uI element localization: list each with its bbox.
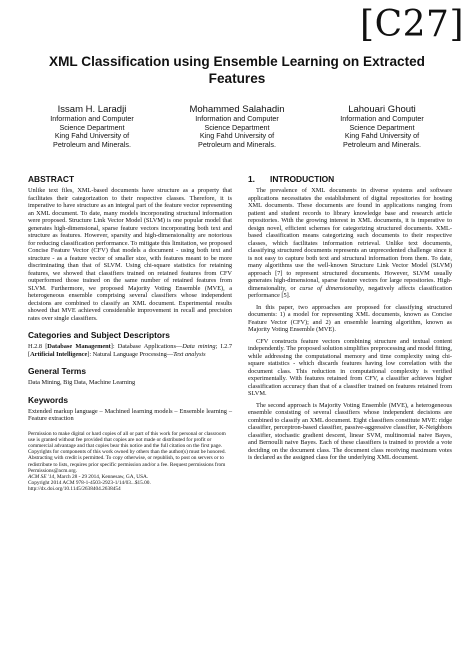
- author-2: [167, 104, 307, 150]
- general-terms-text: Data Mining, Big Data, Machine Learning: [28, 379, 136, 386]
- affiliation-line: Petroleum and Minerals.: [343, 140, 421, 150]
- affiliation-line: Petroleum and Minerals.: [53, 140, 131, 150]
- author-1: [22, 104, 162, 150]
- keywords-text: Extended markup language – Machined learning models – Ensemble learning – Feature extraction: [28, 407, 232, 422]
- affiliation-line: Information and Computer: [50, 114, 134, 123]
- doi-link[interactable]: http://dx.doi.org/10.1145/2638404.2638454: [28, 486, 121, 493]
- author-block: [22, 104, 452, 150]
- intro-paragraph-1: The prevalence of XML documents in diverse systems and software applications necessitates the establishment of digital repositories for hosting XML documents. These documents are found in applications ranging from patient and student records to library knowledge base and research article repositories. With the growing interest in XML documents, it is imperative to design novel, efficient schemes for categorizing structured documents. XML-based classification means categorizing such documents to their respective classes, which facilitates information retrieval. Unlike text documents, classifying structured documents represents an unprecedented challenge since it is not easy to capture both text and structural information from them. To date, many algorithms use the well-known Structure Link Vector Model (SLVM) approach [7] to represent structured documents. However, SLVM usually generates high-dimensional, sparse feature vectors for large repositories. High-dimensionality, or curse of dimensionality, negatively affects classification performance [5].: [248, 187, 452, 299]
- permission-notice: Permission to make digital or hard copies of all or part of this work for personal or classroom use is granted without fee provided that copies are not made or distributed for profit or commercial advantage and that copies bear this notice and the full citation on the first page. Copyrights for components of this work owned by others than the author(s) must be honored. Abstracting with credit is permitted. To copy otherwise, or republish, to post on servers or to redistribute to lists, requires prior specific permission and/or a fee. Request permissions from Permissions@acm.org.: [28, 430, 226, 474]
- left-column: [28, 174, 232, 493]
- affiliation-line: Science Department: [349, 122, 415, 132]
- categories-text: H.2.8 [Database Management]: Database Applications—Data mining; I.2.7 [Artificial Intelligence]: Natural Language Processing—Text analysis: [28, 343, 232, 358]
- introduction-heading: 1. INTRODUCTION: [248, 174, 335, 184]
- affiliation-line: King Fahd University of: [54, 131, 130, 141]
- abstract-text: Unlike text files, XML-based documents have structure as a property that facilitates their categorization to their respective classes. Therefore, it is imperative to have structure as an integral part of the feature vector representing an XML document. To date, many models incorporating structural information were proposed. Structure Link Vector Model (SLVM) is one popular model that generates high-dimensional, sparse feature vectors incorporating both text and structure as features. However, sparsity and high-dimensionality are notorious for reducing classification performance. To mitigate this limitation, we proposed Concise Feature Vector (CFV) that models a document - using both text and structure - as a feature vector of smaller size, with features meant to be more discriminating than that of SLVM. Using chi-square statistics for retaining features, we showed that classifiers trained on retained features from CFV outperformed those trained on the same number of retained features from SLVM. Furthermore, we proposed Majority Voting Ensemble (MVE), a heterogeneous ensemble comprising several classifiers whose independent decisions are combined to classify an XML document. Experimental results showed that MVE achieved considerable improvement in recall and precision rates over single classifiers.: [28, 187, 232, 322]
- affiliation-line: King Fahd University of: [344, 131, 420, 141]
- author-name: Mohammed Salahadin: [189, 104, 285, 115]
- author-name: Lahouari Ghouti: [348, 104, 416, 115]
- intro-paragraph-3: CFV constructs feature vectors combining structure and textual content independently. The proposed solution simplifies preprocessing and model fitting, while addressing the computational memory and time complexity using chi-square statistics - which discards features having low correlation with the document class. This reduction in computational complexity is verified experimentally. With features retained from CFV, a classifier achieves higher classification accuracy than that of a classifier trained on features retained from SLVM.: [248, 337, 453, 397]
- abstract-heading: ABSTRACT: [28, 174, 75, 184]
- general-terms-heading: General Terms: [28, 366, 87, 376]
- affiliation-line: Science Department: [204, 122, 270, 132]
- author-3: [312, 104, 452, 150]
- corner-tag: [C27]: [360, 4, 464, 45]
- copyright-line: Copyright 2014 ACM 978-1-4503-2923-1/14/03...$15.00.: [28, 480, 151, 487]
- venue-line: ACM SE '14, March 28 - 29 2014, Kennesaw, GA, USA.: [28, 473, 149, 480]
- affiliation-line: Science Department: [59, 122, 125, 132]
- paper-title: XML Classification using Ensemble Learning on Extracted Features: [49, 54, 425, 86]
- categories-heading: Categories and Subject Descriptors: [28, 330, 170, 340]
- section-number: 1.: [248, 174, 255, 184]
- affiliation-line: Information and Computer: [195, 114, 279, 123]
- intro-paragraph-2: In this paper, two approaches are proposed for classifying structured documents: 1) a model for representing XML documents, known as Concise Feature Vector (CFV); and 2) an ensemble learning algorithm, known as Majority Voting Ensemble (MVE).: [248, 303, 452, 333]
- affiliation-line: King Fahd University of: [199, 131, 275, 141]
- author-name: Issam H. Laradji: [57, 104, 127, 115]
- affiliation-line: Information and Computer: [340, 114, 424, 123]
- right-column: [248, 174, 452, 462]
- keywords-heading: Keywords: [28, 394, 69, 405]
- intro-paragraph-4: The second approach is Majority Voting Ensemble (MVE), a heterogeneous ensemble consisting of several classifiers whose independent decisions are combined to classify an XML document. Eight classifiers constitute MVE: ridge classifier, perceptron-based classifier, passive-aggressive classifier, K-Neighbors classifier, stochastic gradient descent, linear SVM, multinomial naive Bayes, and Bernoulli naive Bayes. Each of these classifiers is trained to provide a vote deciding on the document class. The document class receiving maximum votes is declared as the assigned class for the underlying XML document.: [248, 401, 452, 461]
- affiliation-line: Petroleum and Minerals.: [198, 140, 276, 150]
